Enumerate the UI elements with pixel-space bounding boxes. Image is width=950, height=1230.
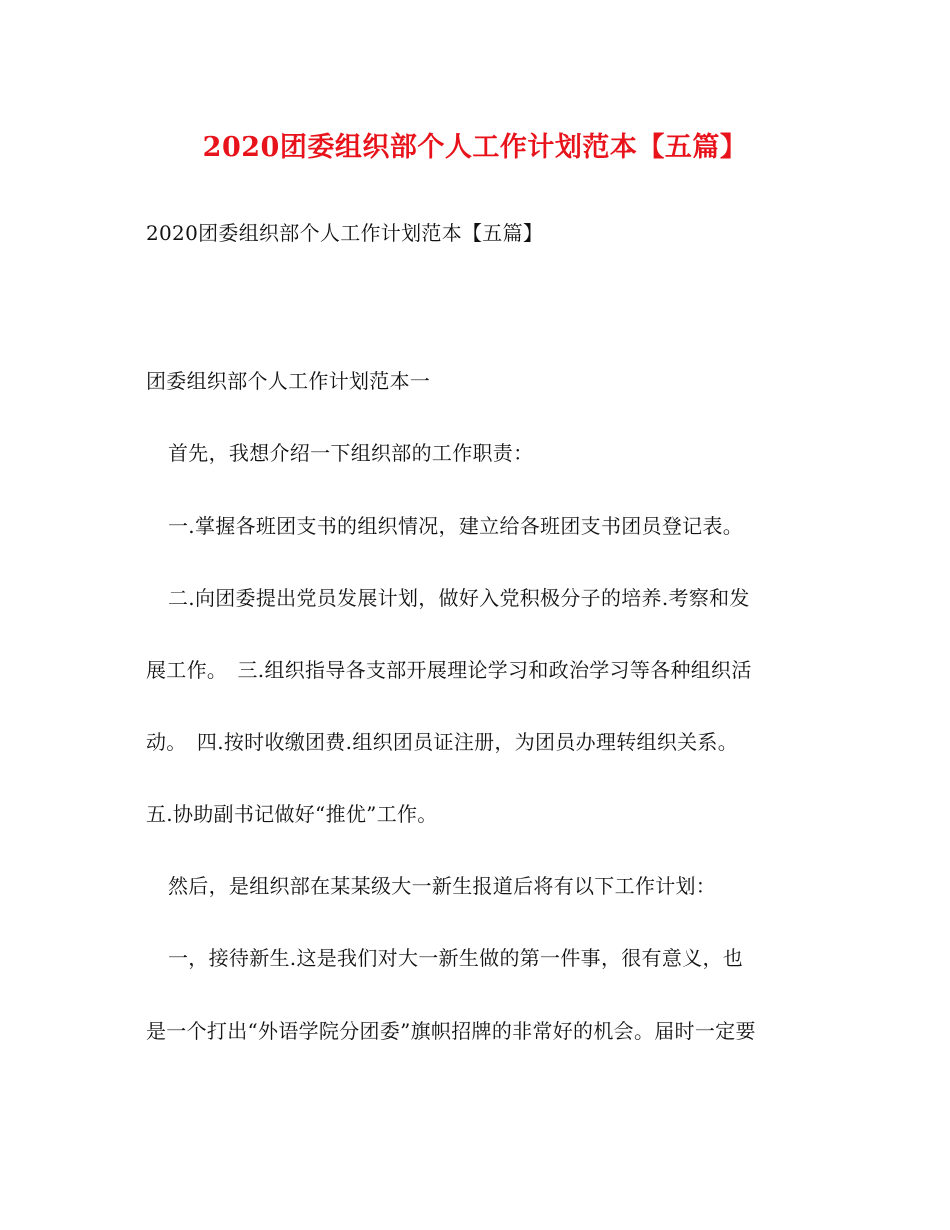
document-subtitle: 2020团委组织部个人工作计划范本【五篇】 — [146, 221, 544, 245]
paragraph-line: 然后，是组织部在某某级大一新生报道后将有以下工作计划： — [168, 874, 717, 898]
document-title: 2020团委组织部个人工作计划范本【五篇】 — [202, 132, 748, 163]
paragraph-line: 动。 四.按时收缴团费.组织团员证注册，为团员办理转组织关系。 — [146, 730, 739, 754]
paragraph-line: 二.向团委提出党员发展计划，做好入党积极分子的培养.考察和发 — [168, 586, 750, 610]
paragraph-line: 展工作。 三.组织指导各支部开展理论学习和政治学习等各种组织活 — [146, 658, 752, 682]
paragraph-line: 五.协助副书记做好“推优”工作。 — [146, 802, 438, 826]
paragraph-line: 一.掌握各班团支书的组织情况，建立给各班团支书团员登记表。 — [168, 514, 744, 538]
paragraph-line: 首先，我想介绍一下组织部的工作职责： — [168, 441, 534, 465]
section-heading: 团委组织部个人工作计划范本一 — [146, 369, 431, 393]
paragraph-line: 是一个打出“外语学院分团委”旗帜招牌的非常好的机会。届时一定要 — [146, 1019, 756, 1043]
paragraph-line: 一，接待新生.这是我们对大一新生做的第一件事，很有意义，也 — [168, 946, 744, 970]
